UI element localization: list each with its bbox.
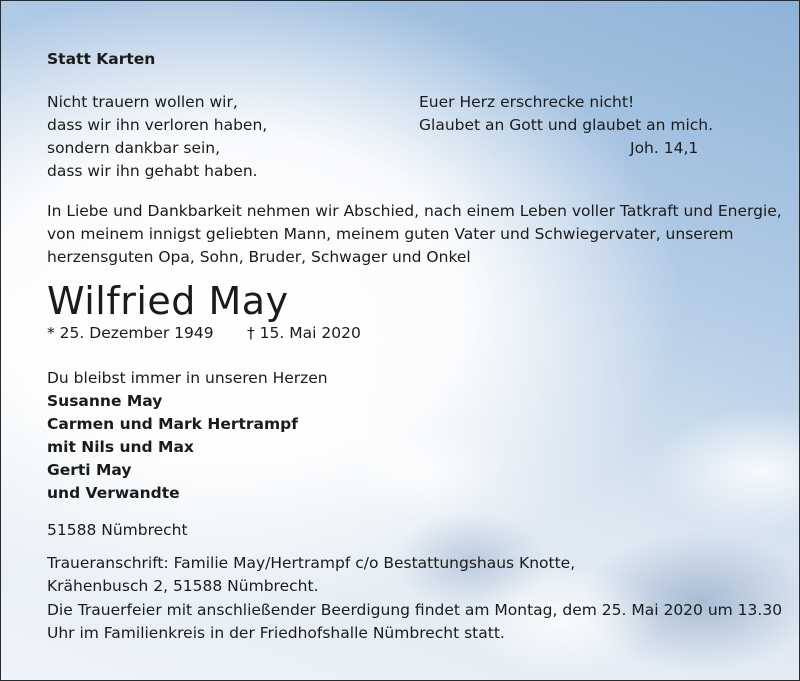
address-line: Traueranschrift: Familie May/Hertrampf c/o Bestattungshaus Knotte, [47, 554, 576, 572]
mourning-address [47, 552, 575, 598]
ceremony-line: Die Trauerfeier mit anschließender Beerdigung findet am Montag, dem 25. Mai 2020 um 13.30 [47, 601, 783, 619]
death-date: † 15. Mai 2020 [247, 324, 361, 342]
intro-line: von meinem innigst geliebten Mann, meinem guten Vater und Schwiegervater, unserem [47, 225, 734, 243]
poem [47, 91, 267, 183]
poem-line: Nicht trauern wollen wir, [47, 93, 238, 111]
verse-line: Glaubet an Gott und glaubet an mich. [419, 116, 714, 134]
poem-line: dass wir ihn gehabt haben. [47, 162, 258, 180]
poem-line: dass wir ihn verloren haben, [47, 116, 268, 134]
intro-line: In Liebe und Dankbarkeit nehmen wir Abschied, nach einem Leben voller Tatkraft und Energie, [47, 202, 782, 220]
mourner: Carmen und Mark Hertrampf [47, 415, 298, 433]
poem-line: sondern dankbar sein, [47, 139, 221, 157]
mourners-list [47, 390, 298, 505]
mourner: Susanne May [47, 392, 163, 410]
intro-text [47, 200, 782, 269]
verse-reference: Joh. 14,1 [630, 139, 699, 157]
mourner: und Verwandte [47, 484, 180, 502]
heading-statt-karten: Statt Karten [47, 50, 156, 68]
deceased-name: Wilfried May [47, 279, 289, 323]
bible-verse [419, 91, 713, 137]
verse-line: Euer Herz erschrecke nicht! [419, 93, 635, 111]
ceremony-info [47, 599, 782, 645]
birth-date: * 25. Dezember 1949 [47, 324, 214, 342]
intro-line: herzensguten Opa, Sohn, Bruder, Schwager und Onkel [47, 248, 471, 266]
ceremony-line: Uhr im Familienkreis in der Friedhofshalle Nümbrecht statt. [47, 624, 505, 642]
farewell-line: Du bleibst immer in unseren Herzen [47, 369, 328, 387]
place: 51588 Nümbrecht [47, 521, 188, 539]
mourner: mit Nils und Max [47, 438, 194, 456]
mourner: Gerti May [47, 461, 132, 479]
address-line: Krähenbusch 2, 51588 Nümbrecht. [47, 577, 319, 595]
